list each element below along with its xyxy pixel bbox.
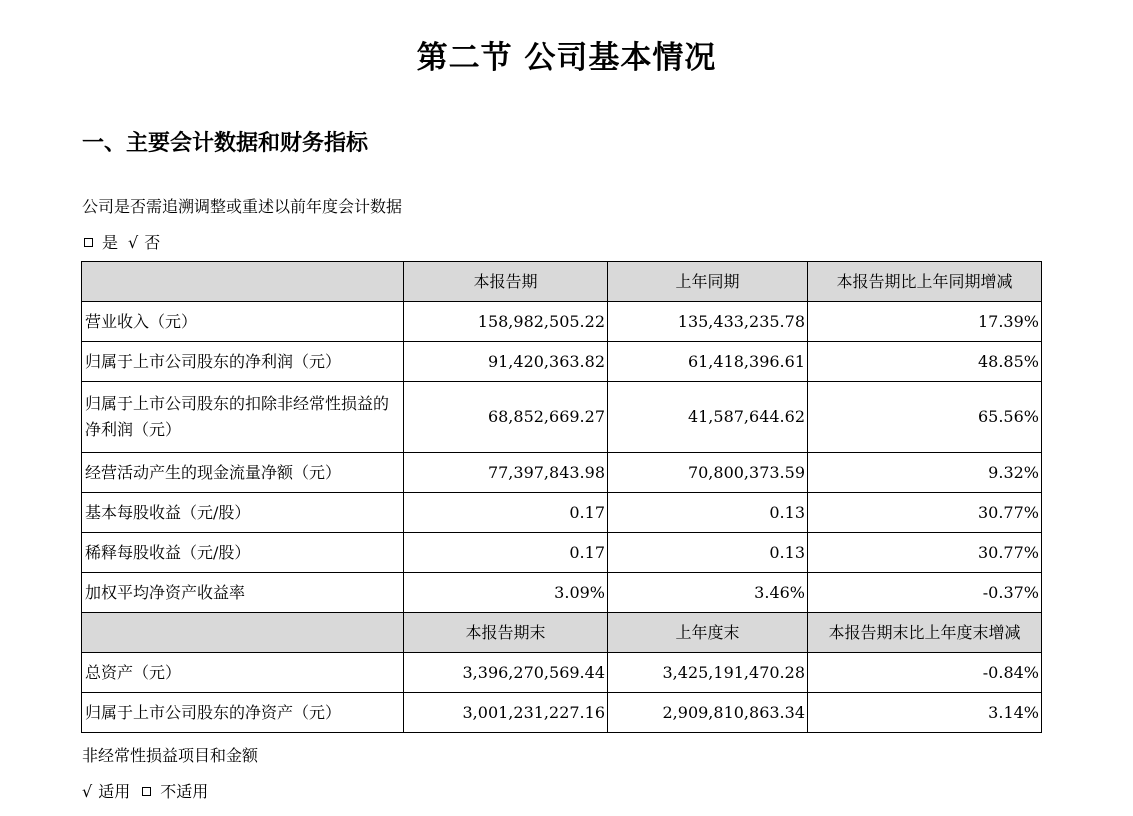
row-label: 基本每股收益（元/股）	[82, 493, 404, 533]
table-row	[82, 453, 1042, 493]
table-row	[82, 342, 1042, 382]
header-cell: 本报告期末	[404, 613, 608, 653]
value-cell: 158,982,505.22	[404, 302, 608, 342]
retro-options	[82, 232, 160, 254]
table-row	[82, 382, 1042, 453]
row-label: 加权平均净资产收益率	[82, 573, 404, 613]
value-cell: 9.32%	[808, 453, 1042, 493]
value-cell: 77,397,843.98	[404, 453, 608, 493]
value-cell: 3.09%	[404, 573, 608, 613]
value-cell: 17.39%	[808, 302, 1042, 342]
header-cell	[82, 613, 404, 653]
row-label: 经营活动产生的现金流量净额（元）	[82, 453, 404, 493]
table-row	[82, 302, 1042, 342]
header-cell: 本报告期	[404, 262, 608, 302]
retro-question: 公司是否需追溯调整或重述以前年度会计数据	[82, 197, 403, 216]
row-label: 稀释每股收益（元/股）	[82, 533, 404, 573]
unchecked-box-icon	[84, 238, 93, 247]
row-label: 营业收入（元）	[82, 302, 404, 342]
header-cell: 本报告期比上年同期增减	[808, 262, 1042, 302]
header-cell	[82, 262, 404, 302]
table-row	[82, 573, 1042, 613]
value-cell: 65.56%	[808, 382, 1042, 453]
value-cell: 68,852,669.27	[404, 382, 608, 453]
table-header-row	[82, 613, 1042, 653]
header-cell: 上年度末	[608, 613, 808, 653]
header-cell: 上年同期	[608, 262, 808, 302]
table-row	[82, 533, 1042, 573]
table-header-row	[82, 262, 1042, 302]
value-cell: 91,420,363.82	[404, 342, 608, 382]
value-cell: 48.85%	[808, 342, 1042, 382]
check-mark-icon: √	[82, 782, 93, 801]
row-label: 总资产（元）	[82, 653, 404, 693]
value-cell: 3.46%	[608, 573, 808, 613]
value-cell: 0.13	[608, 533, 808, 573]
value-cell: 3,001,231,227.16	[404, 693, 608, 733]
header-cell: 本报告期末比上年度末增减	[808, 613, 1042, 653]
value-cell: 2,909,810,863.34	[608, 693, 808, 733]
financial-data-table	[81, 261, 1042, 733]
nonrecurring-title: 非经常性损益项目和金额	[82, 746, 259, 765]
value-cell: 3,425,191,470.28	[608, 653, 808, 693]
value-cell: 0.13	[608, 493, 808, 533]
table-row	[82, 493, 1042, 533]
value-cell: -0.84%	[808, 653, 1042, 693]
row-label: 归属于上市公司股东的净利润（元）	[82, 342, 404, 382]
value-cell: 135,433,235.78	[608, 302, 808, 342]
value-cell: 30.77%	[808, 493, 1042, 533]
value-cell: 61,418,396.61	[608, 342, 808, 382]
unchecked-box-icon	[142, 787, 151, 796]
sub-title: 一、主要会计数据和财务指标	[82, 131, 369, 156]
value-cell: -0.37%	[808, 573, 1042, 613]
value-cell: 30.77%	[808, 533, 1042, 573]
value-cell: 3.14%	[808, 693, 1042, 733]
value-cell: 70,800,373.59	[608, 453, 808, 493]
check-mark-icon: √	[128, 233, 139, 252]
option-not-applicable-label: 不适用	[160, 782, 209, 801]
table-row	[82, 693, 1042, 733]
table-row	[82, 653, 1042, 693]
value-cell: 41,587,644.62	[608, 382, 808, 453]
row-label: 归属于上市公司股东的扣除非经常性损益的净利润（元）	[82, 382, 404, 453]
row-label: 归属于上市公司股东的净资产（元）	[82, 693, 404, 733]
value-cell: 0.17	[404, 533, 608, 573]
section-title: 第二节 公司基本情况	[416, 40, 717, 76]
option-no-label: 否	[144, 233, 161, 252]
value-cell: 0.17	[404, 493, 608, 533]
option-yes-label: 是	[102, 233, 119, 252]
nonrecurring-options	[82, 781, 208, 803]
value-cell: 3,396,270,569.44	[404, 653, 608, 693]
option-applicable-label: 适用	[98, 782, 131, 801]
